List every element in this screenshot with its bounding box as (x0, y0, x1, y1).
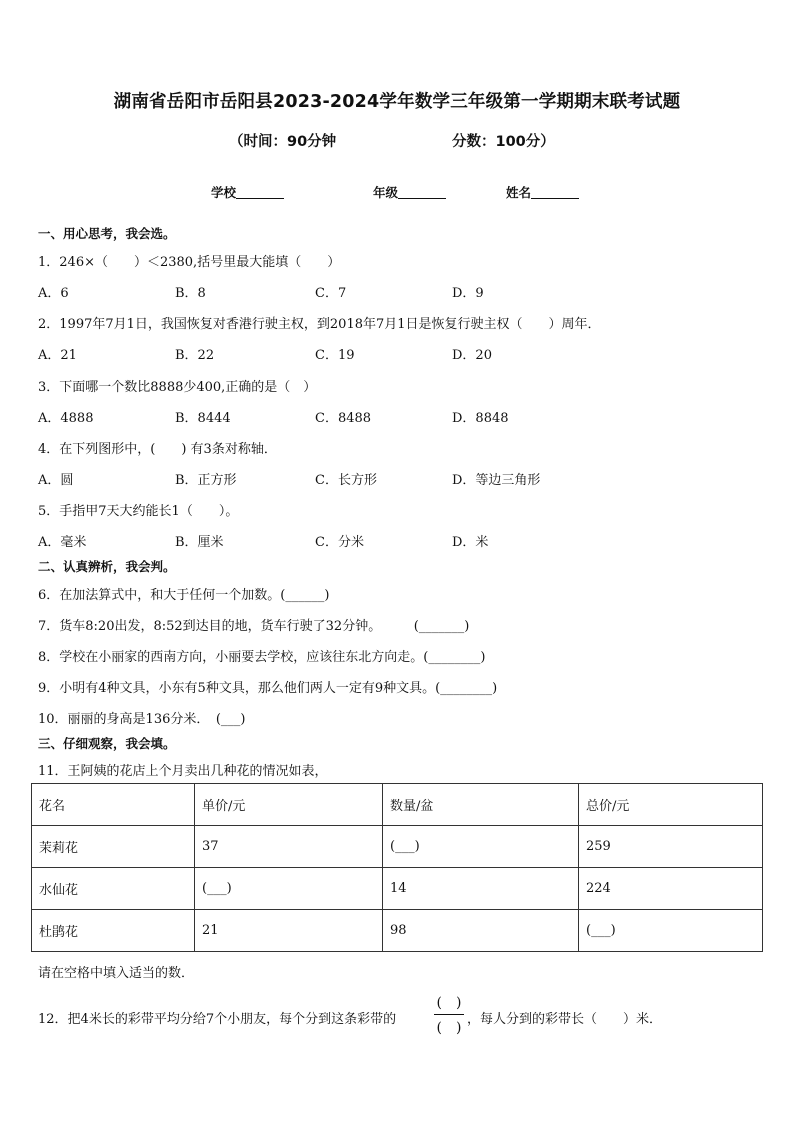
grade-blank[interactable] (398, 185, 446, 199)
grade-label: 年级 (373, 185, 399, 200)
flower-sales-table (31, 783, 763, 952)
table-cell: 224 (579, 868, 763, 910)
table-header-cell: 数量/盆 (383, 784, 579, 826)
name-label: 姓名 (506, 185, 532, 200)
question-8[interactable]: 8．学校在小丽家的西南方向，小丽要去学校，应该往东北方向走。(________) (38, 650, 486, 665)
question-6[interactable]: 6．在加法算式中，和大于任何一个加数。(______) (38, 588, 330, 603)
exam-score: 分数：100分） (452, 134, 555, 150)
school-label: 学校 (211, 185, 237, 200)
section-heading-fill: 三、仔细观察，我会填。 (38, 736, 176, 751)
question-1: 1．246×（ ）＜2380,括号里最大能填（ ） (38, 255, 341, 270)
q5-option-b[interactable]: B．厘米 (175, 535, 224, 550)
table-cell-blank[interactable]: (___) (195, 868, 383, 910)
page-title: 湖南省岳阳市岳阳县2023-2024学年数学三年级第一学期期末联考试题 (113, 92, 681, 112)
q4-option-b[interactable]: B．正方形 (175, 473, 237, 488)
table-cell: 98 (383, 910, 579, 952)
table-cell-blank[interactable]: (___) (579, 910, 763, 952)
table-header-cell: 花名 (32, 784, 195, 826)
table-header-cell: 单价/元 (195, 784, 383, 826)
q1-option-a[interactable]: A．6 (38, 286, 69, 301)
question-11: 11．王阿姨的花店上个月卖出几种花的情况如表， (38, 764, 328, 779)
question-4: 4．在下列图形中，( ) 有3条对称轴． (38, 442, 277, 457)
question-5: 5．手指甲7天大约能长1（ ）。 (38, 504, 239, 519)
q3-option-a[interactable]: A．4888 (38, 411, 94, 426)
q4-option-c[interactable]: C．长方形 (315, 473, 377, 488)
table-row (32, 910, 763, 952)
q2-option-a[interactable]: A．21 (38, 348, 77, 363)
q5-option-d[interactable]: D．米 (452, 535, 489, 550)
school-field (211, 183, 284, 201)
table-cell: 14 (383, 868, 579, 910)
school-blank[interactable] (236, 185, 284, 199)
q3-option-b[interactable]: B．8444 (175, 411, 231, 426)
q3-option-c[interactable]: C．8488 (315, 411, 372, 426)
q4-option-d[interactable]: D．等边三角形 (452, 473, 541, 488)
q5-option-c[interactable]: C．分米 (315, 535, 364, 550)
table-cell-blank[interactable]: (___) (383, 826, 579, 868)
table-cell: 水仙花 (32, 868, 195, 910)
question-2: 2．1997年7月1日，我国恢复对香港行驶主权，到2018年7月1日是恢复行驶主权（ ）周年． (38, 317, 601, 332)
section-heading-choice: 一、用心思考，我会选。 (38, 226, 176, 241)
exam-time: （时间：90分钟 (229, 134, 337, 150)
table-cell: 21 (195, 910, 383, 952)
q3-option-d[interactable]: D．8848 (452, 411, 509, 426)
question-9[interactable]: 9．小明有4种文具，小东有5种文具，那么他们两人一定有9种文具。(________) (38, 681, 498, 696)
q2-option-b[interactable]: B．22 (175, 348, 215, 363)
q4-option-a[interactable]: A．圆 (38, 473, 74, 488)
table-cell: 259 (579, 826, 763, 868)
q2-option-d[interactable]: D．20 (452, 348, 492, 363)
grade-field (373, 183, 446, 201)
question-12-fraction[interactable] (432, 992, 466, 1038)
question-3: 3．下面哪一个数比8888少400,正确的是（ ） (38, 380, 317, 395)
table-note: 请在空格中填入适当的数． (38, 966, 195, 981)
section-heading-judge: 二、认真辨析，我会判。 (38, 559, 176, 574)
fraction-denominator[interactable]: ( ) (436, 1020, 462, 1036)
table-cell: 37 (195, 826, 383, 868)
name-blank[interactable] (531, 185, 579, 199)
table-cell: 杜鹃花 (32, 910, 195, 952)
fraction-numerator[interactable]: ( ) (436, 995, 462, 1011)
q2-option-c[interactable]: C．19 (315, 348, 355, 363)
fraction-bar (434, 1014, 464, 1015)
q1-option-d[interactable]: D．9 (452, 286, 484, 301)
q5-option-a[interactable]: A．毫米 (38, 535, 87, 550)
question-10[interactable]: 10．丽丽的身高是136分米． (___) (38, 712, 246, 727)
table-row (32, 826, 763, 868)
table-header-row (32, 784, 763, 826)
q1-option-b[interactable]: B．8 (175, 286, 206, 301)
question-7[interactable]: 7．货车8:20出发，8:52到达目的地，货车行驶了32分钟。 (_______) (38, 619, 470, 634)
table-row (32, 868, 763, 910)
table-header-cell: 总价/元 (579, 784, 763, 826)
question-12-end: ，每人分到的彩带长（ ）米． (467, 1012, 663, 1027)
q1-option-c[interactable]: C．7 (315, 286, 347, 301)
question-12-start: 12．把4米长的彩带平均分给7个小朋友，每个分到这条彩带的 (38, 1012, 397, 1027)
table-cell: 茉莉花 (32, 826, 195, 868)
name-field (506, 183, 579, 201)
